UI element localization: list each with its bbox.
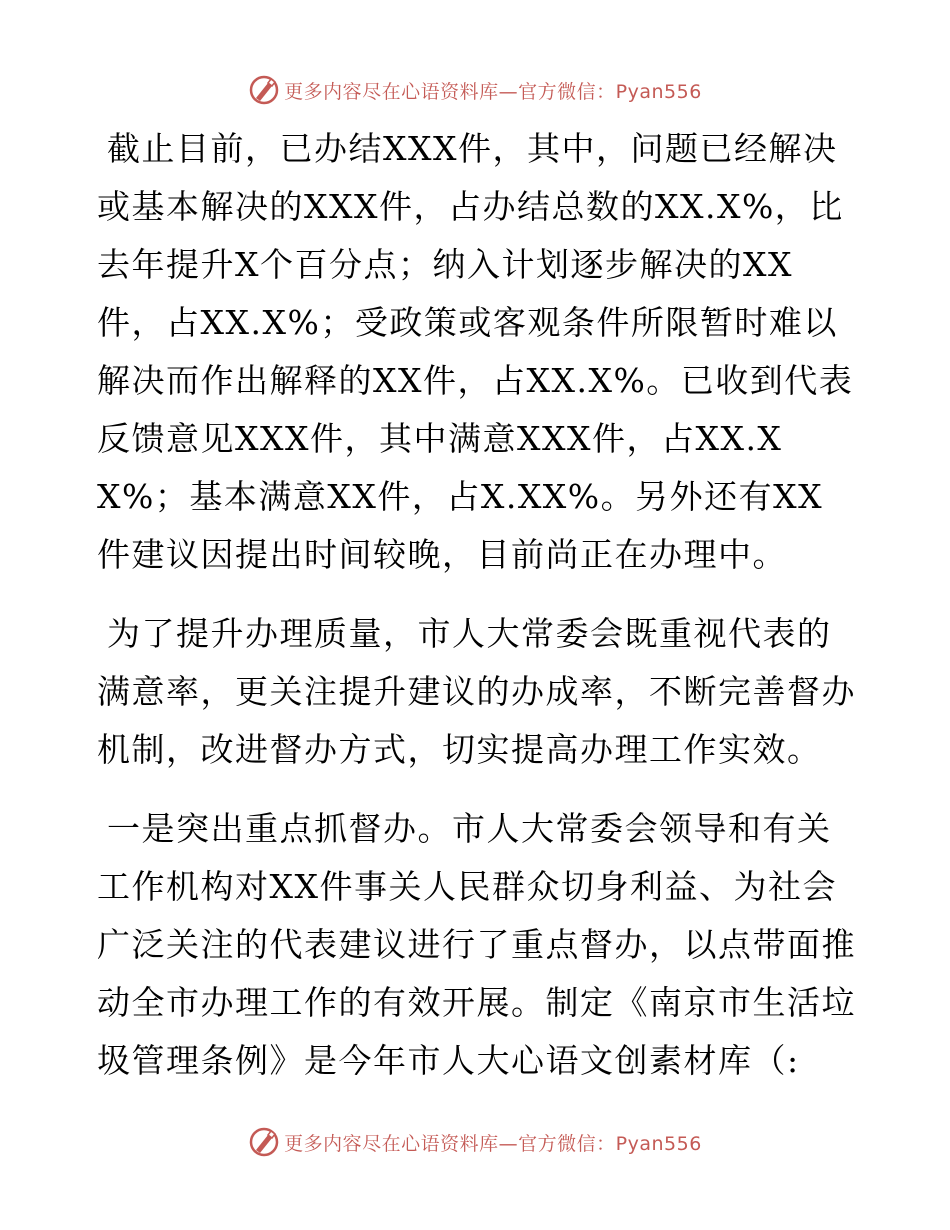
header-banner-text: 更多内容尽在心语资料库—官方微信：Pyan556 <box>284 80 702 103</box>
document-body <box>97 120 857 1111</box>
footer-banner-text: 更多内容尽在心语资料库—官方微信：Pyan556 <box>284 1132 702 1155</box>
paragraph-3: 一是突出重点抓督办。市人大常委会领导和有关工作机构对XX件事关人民群众切身利益、为社会广泛关注的代表建议进行了重点督办，以点带面推动全市办理工作的有效开展。制定《南京市生活垃圾管理条例》是今年市人大心语文创素材库（: <box>97 809 856 1080</box>
footer-banner <box>0 1122 950 1162</box>
paragraph-1: 截止目前，已办结XXX件，其中，问题已经解决或基本解决的XXX件，占办结总数的XX.X%，比去年提升X个百分点；纳入计划逐步解决的XX件，占XX.X%；受政策或客观条件所限暂时难以解决而作出解释的XX件，占XX.X%。已收到代表反馈意见XXX件，其中满意XXX件，占XX.XX%；基本满意XX件，占X.XX%。另外还有XX件建议因提出时间较晚，目前尚正在办理中。 <box>97 129 854 574</box>
writing-pen-logo-icon <box>248 74 280 106</box>
header-banner <box>0 70 950 110</box>
writing-pen-logo-icon <box>248 1126 280 1158</box>
paragraph-2: 为了提升办理质量，市人大常委会既重视代表的满意率，更关注提升建议的办成率，不断完善督办机制，改进督办方式，切实提高办理工作实效。 <box>97 614 856 769</box>
